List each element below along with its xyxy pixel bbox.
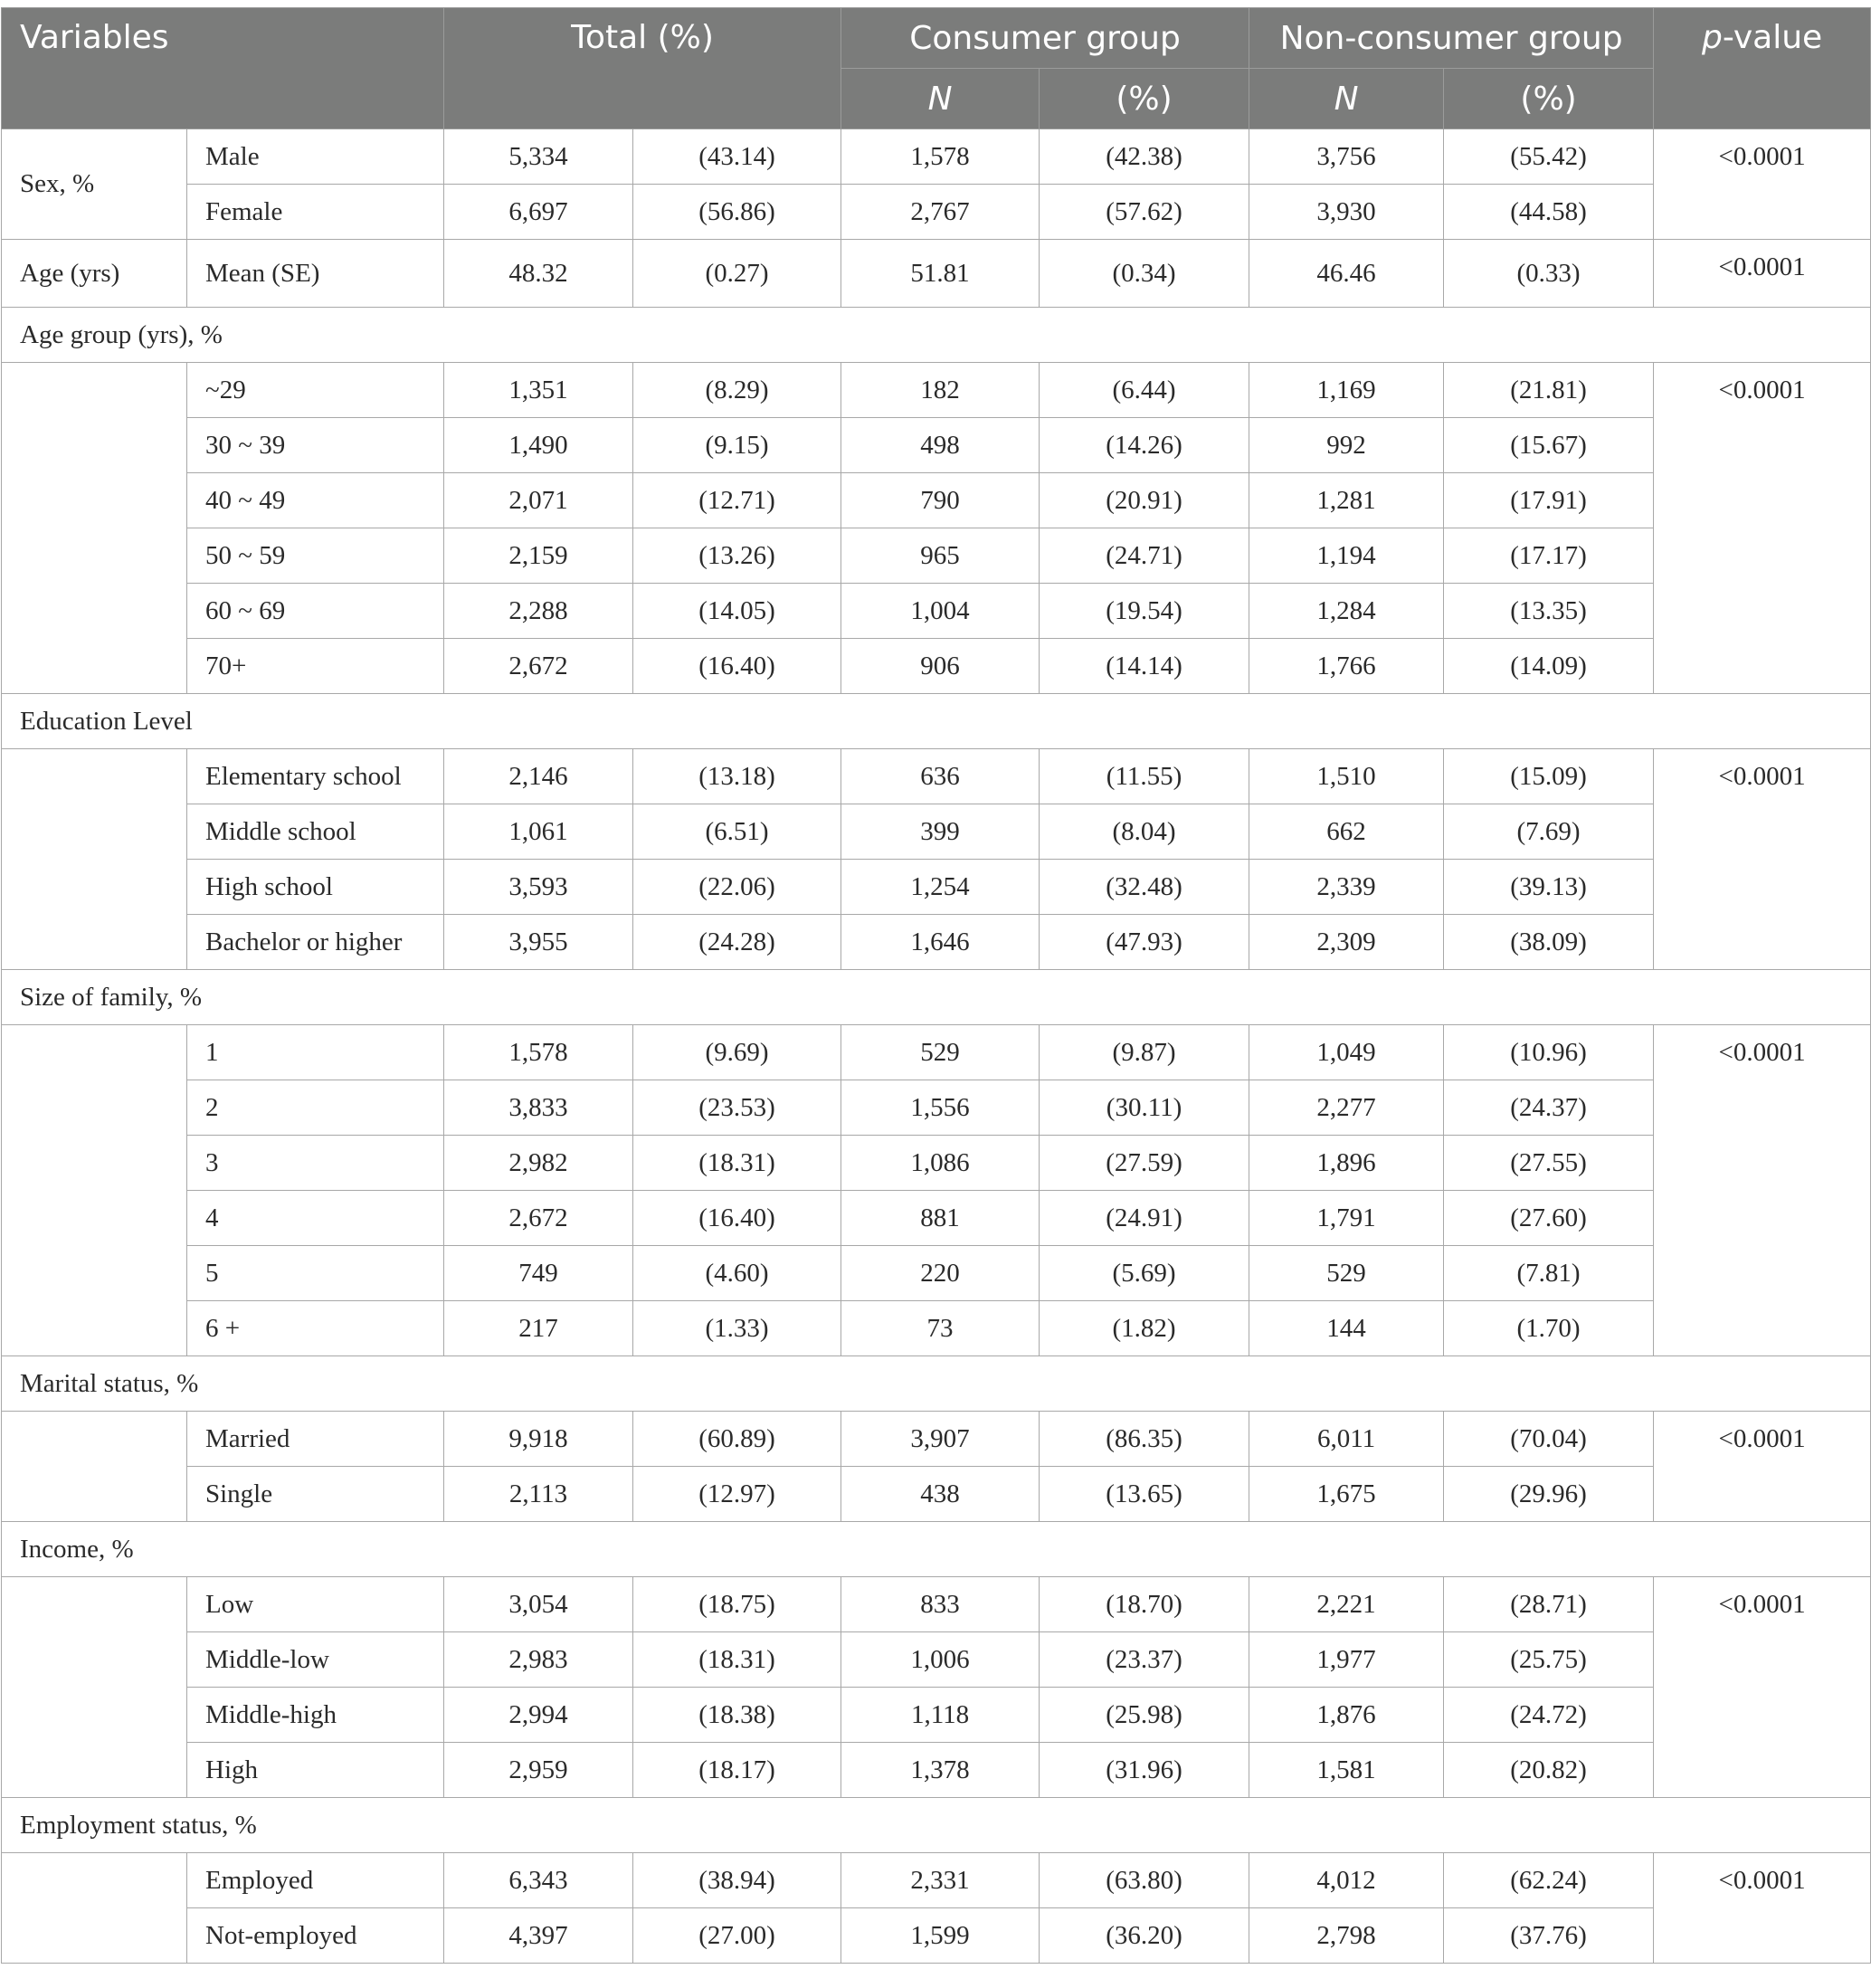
table-row xyxy=(2,528,1871,584)
non-consumer-pct: (20.82) xyxy=(1444,1743,1654,1798)
table-row xyxy=(2,915,1871,970)
non-consumer-pct: (14.09) xyxy=(1444,639,1654,694)
total-pct: (6.51) xyxy=(633,804,841,860)
header-total: Total (%) xyxy=(444,8,841,129)
non-consumer-pct: (15.09) xyxy=(1444,749,1654,804)
consumer-pct: (18.70) xyxy=(1040,1577,1249,1632)
table-row xyxy=(2,240,1871,308)
table-row xyxy=(2,1025,1871,1080)
consumer-pct: (30.11) xyxy=(1040,1080,1249,1136)
total-n: 3,955 xyxy=(444,915,633,970)
sub-label: Low xyxy=(187,1577,444,1632)
section-header-row xyxy=(2,308,1871,363)
table-row xyxy=(2,1191,1871,1246)
total-pct: (22.06) xyxy=(633,860,841,915)
header-p-rest: -value xyxy=(1722,19,1823,56)
total-n: 4,397 xyxy=(444,1908,633,1964)
group-spacer xyxy=(2,1412,187,1522)
table-row xyxy=(2,749,1871,804)
table-row xyxy=(2,1136,1871,1191)
non-consumer-pct: (39.13) xyxy=(1444,860,1654,915)
section-label-family: Size of family, % xyxy=(2,970,1871,1025)
non-consumer-pct: (15.67) xyxy=(1444,418,1654,473)
table-row xyxy=(2,185,1871,240)
non-consumer-n: 3,930 xyxy=(1249,185,1444,240)
total-pct: (16.40) xyxy=(633,1191,841,1246)
total-n: 2,146 xyxy=(444,749,633,804)
table-row xyxy=(2,129,1871,185)
consumer-pct: (86.35) xyxy=(1040,1412,1249,1467)
sub-label: 50 ~ 59 xyxy=(187,528,444,584)
table-row xyxy=(2,860,1871,915)
non-consumer-n: 1,876 xyxy=(1249,1688,1444,1743)
sub-label: Married xyxy=(187,1412,444,1467)
non-consumer-pct: (27.60) xyxy=(1444,1191,1654,1246)
total-pct: (9.69) xyxy=(633,1025,841,1080)
non-consumer-pct: (37.76) xyxy=(1444,1908,1654,1964)
non-consumer-n: 1,169 xyxy=(1249,363,1444,418)
consumer-pct: (8.04) xyxy=(1040,804,1249,860)
sub-label: 3 xyxy=(187,1136,444,1191)
non-consumer-pct: (27.55) xyxy=(1444,1136,1654,1191)
total-pct: (18.75) xyxy=(633,1577,841,1632)
consumer-n: 790 xyxy=(841,473,1040,528)
consumer-n: 965 xyxy=(841,528,1040,584)
group-spacer xyxy=(2,1025,187,1356)
section-label-employment: Employment status, % xyxy=(2,1798,1871,1853)
total-pct: (4.60) xyxy=(633,1246,841,1301)
total-pct: (56.86) xyxy=(633,185,841,240)
consumer-n: 1,556 xyxy=(841,1080,1040,1136)
non-consumer-pct: (0.33) xyxy=(1444,240,1654,308)
sub-label: 30 ~ 39 xyxy=(187,418,444,473)
total-pct: (8.29) xyxy=(633,363,841,418)
sub-label: 1 xyxy=(187,1025,444,1080)
non-consumer-n: 46.46 xyxy=(1249,240,1444,308)
section-label-marital: Marital status, % xyxy=(2,1356,1871,1412)
p-value-employment: <0.0001 xyxy=(1654,1853,1871,1964)
total-n: 3,833 xyxy=(444,1080,633,1136)
consumer-pct: (9.87) xyxy=(1040,1025,1249,1080)
consumer-n: 1,086 xyxy=(841,1136,1040,1191)
table-row xyxy=(2,1301,1871,1356)
consumer-n: 73 xyxy=(841,1301,1040,1356)
total-pct: (18.38) xyxy=(633,1688,841,1743)
header-non-consumer-group: Non-consumer group xyxy=(1249,8,1654,69)
consumer-pct: (0.34) xyxy=(1040,240,1249,308)
total-pct: (13.18) xyxy=(633,749,841,804)
non-consumer-pct: (70.04) xyxy=(1444,1412,1654,1467)
header-variables: Variables xyxy=(2,8,444,129)
non-consumer-n: 1,675 xyxy=(1249,1467,1444,1522)
header-consumer-group: Consumer group xyxy=(841,8,1249,69)
total-n: 217 xyxy=(444,1301,633,1356)
table-row xyxy=(2,1853,1871,1908)
consumer-pct: (36.20) xyxy=(1040,1908,1249,1964)
non-consumer-n: 144 xyxy=(1249,1301,1444,1356)
consumer-pct: (42.38) xyxy=(1040,129,1249,185)
non-consumer-n: 1,977 xyxy=(1249,1632,1444,1688)
table-row xyxy=(2,1743,1871,1798)
header-p-italic: p xyxy=(1701,19,1723,56)
p-value-sex: <0.0001 xyxy=(1654,129,1871,240)
consumer-n: 906 xyxy=(841,639,1040,694)
sub-label: Bachelor or higher xyxy=(187,915,444,970)
sub-label: 40 ~ 49 xyxy=(187,473,444,528)
sub-label: 60 ~ 69 xyxy=(187,584,444,639)
consumer-n: 399 xyxy=(841,804,1040,860)
consumer-pct: (13.65) xyxy=(1040,1467,1249,1522)
consumer-pct: (14.26) xyxy=(1040,418,1249,473)
non-consumer-n: 1,896 xyxy=(1249,1136,1444,1191)
total-n: 5,334 xyxy=(444,129,633,185)
table-row xyxy=(2,473,1871,528)
sub-label: Middle school xyxy=(187,804,444,860)
consumer-n: 1,254 xyxy=(841,860,1040,915)
consumer-pct: (6.44) xyxy=(1040,363,1249,418)
non-consumer-pct: (10.96) xyxy=(1444,1025,1654,1080)
total-n: 9,918 xyxy=(444,1412,633,1467)
p-value-family: <0.0001 xyxy=(1654,1025,1871,1356)
sub-label: 5 xyxy=(187,1246,444,1301)
group-spacer xyxy=(2,1853,187,1964)
non-consumer-pct: (55.42) xyxy=(1444,129,1654,185)
non-consumer-pct: (7.81) xyxy=(1444,1246,1654,1301)
table-header xyxy=(2,8,1871,129)
section-header-row xyxy=(2,970,1871,1025)
sub-label: Middle-low xyxy=(187,1632,444,1688)
consumer-pct: (5.69) xyxy=(1040,1246,1249,1301)
section-label-education: Education Level xyxy=(2,694,1871,749)
p-value-age: <0.0001 xyxy=(1654,240,1871,308)
total-pct: (18.17) xyxy=(633,1743,841,1798)
non-consumer-n: 992 xyxy=(1249,418,1444,473)
non-consumer-n: 1,581 xyxy=(1249,1743,1444,1798)
consumer-n: 881 xyxy=(841,1191,1040,1246)
total-n: 2,672 xyxy=(444,639,633,694)
non-consumer-pct: (24.37) xyxy=(1444,1080,1654,1136)
consumer-n: 529 xyxy=(841,1025,1040,1080)
total-n: 1,578 xyxy=(444,1025,633,1080)
non-consumer-pct: (28.71) xyxy=(1444,1577,1654,1632)
section-header-row xyxy=(2,694,1871,749)
section-label-income: Income, % xyxy=(2,1522,1871,1577)
consumer-pct: (32.48) xyxy=(1040,860,1249,915)
consumer-n: 3,907 xyxy=(841,1412,1040,1467)
non-consumer-n: 1,791 xyxy=(1249,1191,1444,1246)
group-spacer xyxy=(2,749,187,970)
non-consumer-pct: (7.69) xyxy=(1444,804,1654,860)
non-consumer-n: 2,221 xyxy=(1249,1577,1444,1632)
consumer-n: 2,767 xyxy=(841,185,1040,240)
table-row xyxy=(2,1688,1871,1743)
total-pct: (0.27) xyxy=(633,240,841,308)
total-n: 2,994 xyxy=(444,1688,633,1743)
table-row xyxy=(2,1246,1871,1301)
section-header-row xyxy=(2,1798,1871,1853)
p-value-age-group: <0.0001 xyxy=(1654,363,1871,694)
total-n: 1,490 xyxy=(444,418,633,473)
total-n: 2,071 xyxy=(444,473,633,528)
sub-label: Single xyxy=(187,1467,444,1522)
total-pct: (18.31) xyxy=(633,1632,841,1688)
section-label-age-group: Age group (yrs), % xyxy=(2,308,1871,363)
consumer-pct: (25.98) xyxy=(1040,1688,1249,1743)
total-n: 1,061 xyxy=(444,804,633,860)
non-consumer-pct: (1.70) xyxy=(1444,1301,1654,1356)
total-pct: (1.33) xyxy=(633,1301,841,1356)
sub-label: Mean (SE) xyxy=(187,240,444,308)
consumer-n: 438 xyxy=(841,1467,1040,1522)
total-pct: (14.05) xyxy=(633,584,841,639)
sub-label: Elementary school xyxy=(187,749,444,804)
non-consumer-pct: (17.91) xyxy=(1444,473,1654,528)
total-n: 2,288 xyxy=(444,584,633,639)
total-n: 2,672 xyxy=(444,1191,633,1246)
consumer-n: 220 xyxy=(841,1246,1040,1301)
sub-label: Male xyxy=(187,129,444,185)
consumer-pct: (20.91) xyxy=(1040,473,1249,528)
table-body xyxy=(2,129,1871,1964)
consumer-pct: (19.54) xyxy=(1040,584,1249,639)
sub-label: ~29 xyxy=(187,363,444,418)
sub-label: 6 + xyxy=(187,1301,444,1356)
non-consumer-pct: (62.24) xyxy=(1444,1853,1654,1908)
total-n: 2,982 xyxy=(444,1136,633,1191)
group-spacer xyxy=(2,363,187,694)
consumer-n: 2,331 xyxy=(841,1853,1040,1908)
non-consumer-n: 1,510 xyxy=(1249,749,1444,804)
header-non-consumer-pct: (%) xyxy=(1444,69,1654,129)
non-consumer-n: 1,194 xyxy=(1249,528,1444,584)
header-consumer-n: N xyxy=(841,69,1040,129)
non-consumer-n: 2,339 xyxy=(1249,860,1444,915)
total-pct: (24.28) xyxy=(633,915,841,970)
table-row xyxy=(2,1908,1871,1964)
row-label-sex: Sex, % xyxy=(2,129,187,240)
consumer-pct: (47.93) xyxy=(1040,915,1249,970)
total-n: 3,054 xyxy=(444,1577,633,1632)
section-header-row xyxy=(2,1522,1871,1577)
sub-label: 4 xyxy=(187,1191,444,1246)
total-pct: (23.53) xyxy=(633,1080,841,1136)
total-pct: (60.89) xyxy=(633,1412,841,1467)
non-consumer-n: 1,049 xyxy=(1249,1025,1444,1080)
non-consumer-n: 4,012 xyxy=(1249,1853,1444,1908)
consumer-n: 833 xyxy=(841,1577,1040,1632)
group-spacer xyxy=(2,1577,187,1798)
table-row xyxy=(2,1412,1871,1467)
demographics-table xyxy=(1,7,1871,1964)
total-pct: (38.94) xyxy=(633,1853,841,1908)
header-non-consumer-n: N xyxy=(1249,69,1444,129)
consumer-n: 1,006 xyxy=(841,1632,1040,1688)
total-pct: (27.00) xyxy=(633,1908,841,1964)
non-consumer-n: 2,277 xyxy=(1249,1080,1444,1136)
consumer-n: 1,578 xyxy=(841,129,1040,185)
total-n: 2,159 xyxy=(444,528,633,584)
consumer-pct: (31.96) xyxy=(1040,1743,1249,1798)
total-pct: (43.14) xyxy=(633,129,841,185)
consumer-n: 1,004 xyxy=(841,584,1040,639)
non-consumer-pct: (24.72) xyxy=(1444,1688,1654,1743)
header-consumer-pct: (%) xyxy=(1040,69,1249,129)
table-row xyxy=(2,584,1871,639)
table-row xyxy=(2,363,1871,418)
total-n: 1,351 xyxy=(444,363,633,418)
non-consumer-pct: (38.09) xyxy=(1444,915,1654,970)
total-n: 6,343 xyxy=(444,1853,633,1908)
total-pct: (16.40) xyxy=(633,639,841,694)
consumer-n: 51.81 xyxy=(841,240,1040,308)
non-consumer-pct: (17.17) xyxy=(1444,528,1654,584)
sub-label: 2 xyxy=(187,1080,444,1136)
total-pct: (12.71) xyxy=(633,473,841,528)
consumer-pct: (57.62) xyxy=(1040,185,1249,240)
total-n: 3,593 xyxy=(444,860,633,915)
non-consumer-n: 1,281 xyxy=(1249,473,1444,528)
total-pct: (18.31) xyxy=(633,1136,841,1191)
table-row xyxy=(2,1577,1871,1632)
sub-label: Employed xyxy=(187,1853,444,1908)
consumer-pct: (1.82) xyxy=(1040,1301,1249,1356)
row-label-age: Age (yrs) xyxy=(2,240,187,308)
non-consumer-n: 3,756 xyxy=(1249,129,1444,185)
consumer-pct: (23.37) xyxy=(1040,1632,1249,1688)
sub-label: 70+ xyxy=(187,639,444,694)
non-consumer-pct: (13.35) xyxy=(1444,584,1654,639)
non-consumer-pct: (29.96) xyxy=(1444,1467,1654,1522)
non-consumer-n: 2,309 xyxy=(1249,915,1444,970)
non-consumer-n: 2,798 xyxy=(1249,1908,1444,1964)
sub-label: Female xyxy=(187,185,444,240)
non-consumer-n: 6,011 xyxy=(1249,1412,1444,1467)
consumer-pct: (24.91) xyxy=(1040,1191,1249,1246)
non-consumer-pct: (44.58) xyxy=(1444,185,1654,240)
total-n: 2,983 xyxy=(444,1632,633,1688)
consumer-pct: (11.55) xyxy=(1040,749,1249,804)
consumer-n: 636 xyxy=(841,749,1040,804)
non-consumer-pct: (25.75) xyxy=(1444,1632,1654,1688)
section-header-row xyxy=(2,1356,1871,1412)
header-p-value xyxy=(1654,8,1871,129)
total-pct: (12.97) xyxy=(633,1467,841,1522)
consumer-pct: (24.71) xyxy=(1040,528,1249,584)
non-consumer-n: 1,766 xyxy=(1249,639,1444,694)
total-n: 2,959 xyxy=(444,1743,633,1798)
table-row xyxy=(2,1632,1871,1688)
consumer-n: 1,378 xyxy=(841,1743,1040,1798)
table-row xyxy=(2,1467,1871,1522)
table-row xyxy=(2,804,1871,860)
p-value-marital: <0.0001 xyxy=(1654,1412,1871,1522)
sub-label: Not-employed xyxy=(187,1908,444,1964)
consumer-n: 182 xyxy=(841,363,1040,418)
total-n: 6,697 xyxy=(444,185,633,240)
total-n: 48.32 xyxy=(444,240,633,308)
consumer-n: 498 xyxy=(841,418,1040,473)
table-row xyxy=(2,1080,1871,1136)
non-consumer-n: 529 xyxy=(1249,1246,1444,1301)
consumer-n: 1,118 xyxy=(841,1688,1040,1743)
total-pct: (9.15) xyxy=(633,418,841,473)
non-consumer-pct: (21.81) xyxy=(1444,363,1654,418)
table-row xyxy=(2,639,1871,694)
sub-label: High xyxy=(187,1743,444,1798)
total-n: 749 xyxy=(444,1246,633,1301)
consumer-pct: (27.59) xyxy=(1040,1136,1249,1191)
p-value-income: <0.0001 xyxy=(1654,1577,1871,1798)
consumer-n: 1,646 xyxy=(841,915,1040,970)
sub-label: Middle-high xyxy=(187,1688,444,1743)
total-n: 2,113 xyxy=(444,1467,633,1522)
consumer-pct: (63.80) xyxy=(1040,1853,1249,1908)
p-value-education: <0.0001 xyxy=(1654,749,1871,970)
total-pct: (13.26) xyxy=(633,528,841,584)
sub-label: High school xyxy=(187,860,444,915)
consumer-n: 1,599 xyxy=(841,1908,1040,1964)
non-consumer-n: 1,284 xyxy=(1249,584,1444,639)
consumer-pct: (14.14) xyxy=(1040,639,1249,694)
non-consumer-n: 662 xyxy=(1249,804,1444,860)
table-row xyxy=(2,418,1871,473)
